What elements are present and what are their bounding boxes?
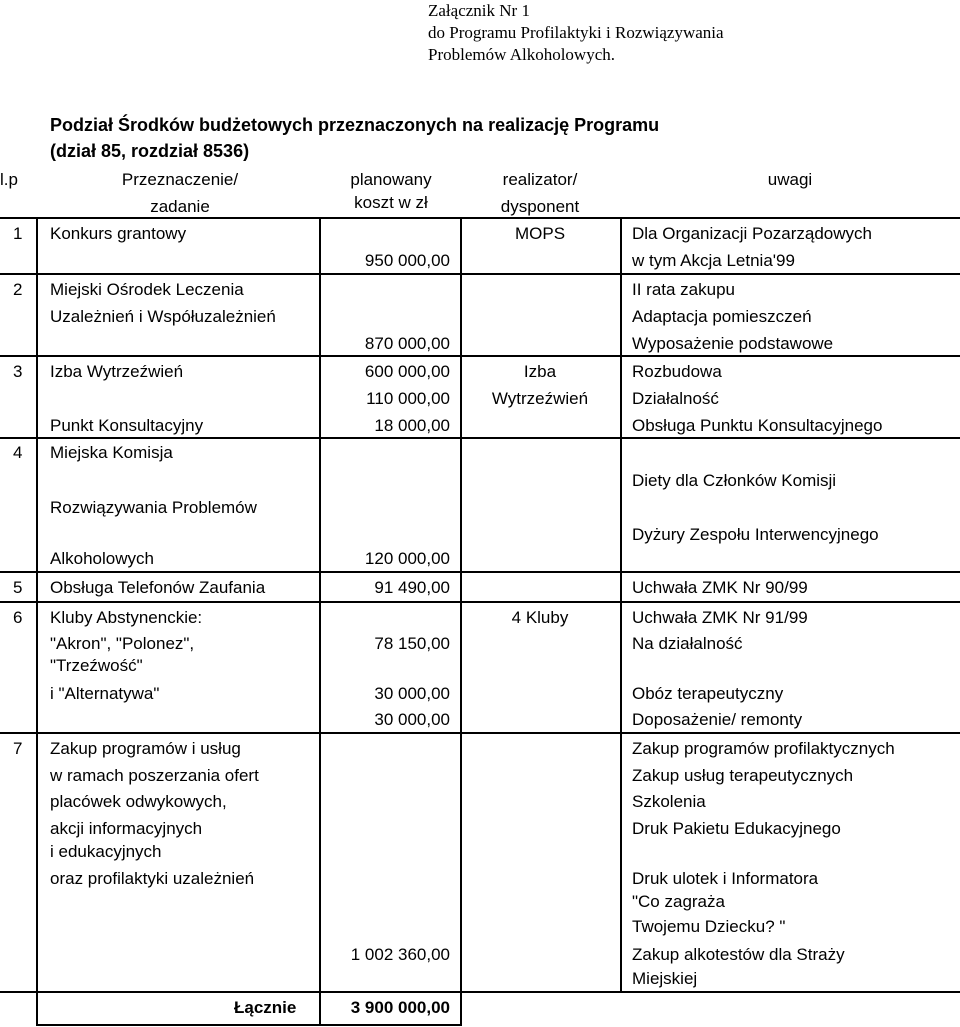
cost-value: 600 000,00 bbox=[364, 362, 450, 381]
grid-line bbox=[36, 1024, 462, 1026]
note-text: II rata zakupu bbox=[632, 280, 736, 299]
cost-value: 30 000,00 bbox=[374, 710, 450, 729]
title-line: Podział Środków budżetowych przeznaczonych na realizację Programu bbox=[50, 115, 660, 135]
note-text: w tym Akcja Letnia'99 bbox=[632, 251, 795, 270]
note-text: Wyposażenie podstawowe bbox=[632, 334, 834, 353]
row-number: 5 bbox=[13, 578, 23, 597]
total-label: Łącznie bbox=[234, 998, 297, 1017]
note-text: Obsługa Punktu Konsultacyjnego bbox=[632, 416, 883, 435]
header-cost: planowany bbox=[350, 170, 432, 189]
total-value: 3 900 000,00 bbox=[350, 998, 450, 1017]
note-text: Na działalność bbox=[632, 634, 743, 653]
cost-value: 78 150,00 bbox=[374, 634, 450, 653]
purpose-text: Konkurs grantowy bbox=[50, 224, 187, 243]
note-text: Dyżury Zespołu Interwencyjnego bbox=[632, 525, 879, 544]
executor-text: 4 Kluby bbox=[511, 608, 569, 627]
row-number: 2 bbox=[13, 280, 23, 299]
attachment-line: Problemów Alkoholowych. bbox=[428, 45, 615, 64]
header-notes: uwagi bbox=[767, 170, 813, 189]
cost-value: 1 002 360,00 bbox=[350, 945, 450, 964]
header-lp: l.p bbox=[0, 170, 18, 189]
attachment-note bbox=[428, 0, 724, 66]
note-text: Adaptacja pomieszczeń bbox=[632, 307, 812, 326]
purpose-text: Miejski Ośrodek Leczenia bbox=[50, 280, 244, 299]
purpose-text: w ramach poszerzania ofert bbox=[50, 766, 259, 785]
row-number: 7 bbox=[13, 739, 23, 758]
purpose-text: i "Alternatywa" bbox=[50, 684, 160, 703]
row-number: 4 bbox=[13, 443, 23, 462]
row-number: 3 bbox=[13, 362, 23, 381]
note-text: Uchwała ZMK Nr 90/99 bbox=[632, 578, 808, 597]
grid-line bbox=[0, 732, 960, 734]
note-text: Dla Organizacji Pozarządowych bbox=[632, 224, 872, 243]
purpose-text: Obsługa Telefonów Zaufania bbox=[50, 578, 266, 597]
cost-value: 870 000,00 bbox=[364, 334, 450, 353]
executor-text: MOPS bbox=[514, 224, 566, 243]
header-purpose: Przeznaczenie/ bbox=[121, 170, 239, 189]
attachment-line: Załącznik Nr 1 bbox=[428, 1, 530, 20]
grid-line bbox=[0, 571, 960, 573]
purpose-text: akcji informacyjnych bbox=[50, 819, 203, 838]
cost-value: 950 000,00 bbox=[364, 251, 450, 270]
cost-value: 18 000,00 bbox=[374, 416, 450, 435]
note-text: Zakup alkotestów dla Straży bbox=[632, 945, 845, 964]
note-text: Rozbudowa bbox=[632, 362, 722, 381]
note-text: Druk Pakietu Edukacyjnego bbox=[632, 819, 841, 838]
grid-line bbox=[0, 991, 960, 993]
purpose-text: "Trzeźwość" bbox=[50, 656, 143, 675]
purpose-text: Izba Wytrzeźwień bbox=[50, 362, 184, 381]
header-cost: koszt w zł bbox=[354, 193, 428, 212]
purpose-text: placówek odwykowych, bbox=[50, 792, 227, 811]
header-purpose: zadanie bbox=[150, 197, 210, 216]
grid-line bbox=[0, 273, 960, 275]
note-text: Uchwała ZMK Nr 91/99 bbox=[632, 608, 808, 627]
header-executor: dysponent bbox=[500, 197, 580, 216]
purpose-text: Uzależnień i Współuzależnień bbox=[50, 307, 276, 326]
grid-line bbox=[0, 437, 960, 439]
attachment-line: do Programu Profilaktyki i Rozwiązywania bbox=[428, 23, 724, 42]
purpose-text: Punkt Konsultacyjny bbox=[50, 416, 204, 435]
grid-line bbox=[620, 218, 622, 993]
note-text: Twojemu Dziecku? " bbox=[632, 917, 786, 936]
grid-line bbox=[460, 218, 462, 1026]
grid-line bbox=[0, 355, 960, 357]
executor-text: Wytrzeźwień bbox=[491, 389, 589, 408]
cost-value: 30 000,00 bbox=[374, 684, 450, 703]
page-title bbox=[50, 112, 659, 164]
grid-line bbox=[0, 601, 960, 603]
title-line: (dział 85, rozdział 8536) bbox=[50, 141, 250, 161]
header-executor: realizator/ bbox=[502, 170, 578, 189]
note-text: Obóz terapeutyczny bbox=[632, 684, 784, 703]
cost-value: 120 000,00 bbox=[364, 549, 450, 568]
note-text: Doposażenie/ remonty bbox=[632, 710, 803, 729]
purpose-text: i edukacyjnych bbox=[50, 842, 162, 861]
row-number: 6 bbox=[13, 608, 23, 627]
note-text: Miejskiej bbox=[632, 969, 698, 988]
purpose-text: Miejska Komisja bbox=[50, 443, 173, 462]
purpose-text: Alkoholowych bbox=[50, 549, 154, 568]
purpose-text: Kluby Abstynenckie: bbox=[50, 608, 203, 627]
note-text: Diety dla Członków Komisji bbox=[632, 471, 837, 490]
grid-line bbox=[319, 218, 321, 1026]
grid-line bbox=[36, 218, 38, 1026]
note-text: Działalność bbox=[632, 389, 719, 408]
purpose-text: Zakup programów i usług bbox=[50, 739, 241, 758]
cost-value: 110 000,00 bbox=[366, 389, 450, 408]
note-text: Zakup programów profilaktycznych bbox=[632, 739, 895, 758]
purpose-text: "Akron", "Polonez", bbox=[50, 634, 195, 653]
purpose-text: Rozwiązywania Problemów bbox=[50, 498, 257, 517]
note-text: "Co zagraża bbox=[632, 892, 725, 911]
purpose-text: oraz profilaktyki uzależnień bbox=[50, 869, 255, 888]
cost-value: 91 490,00 bbox=[374, 578, 450, 597]
note-text: Szkolenia bbox=[632, 792, 706, 811]
note-text: Zakup usług terapeutycznych bbox=[632, 766, 854, 785]
executor-text: Izba bbox=[523, 362, 557, 381]
row-number: 1 bbox=[13, 224, 23, 243]
note-text: Druk ulotek i Informatora bbox=[632, 869, 819, 888]
grid-line bbox=[0, 217, 960, 219]
